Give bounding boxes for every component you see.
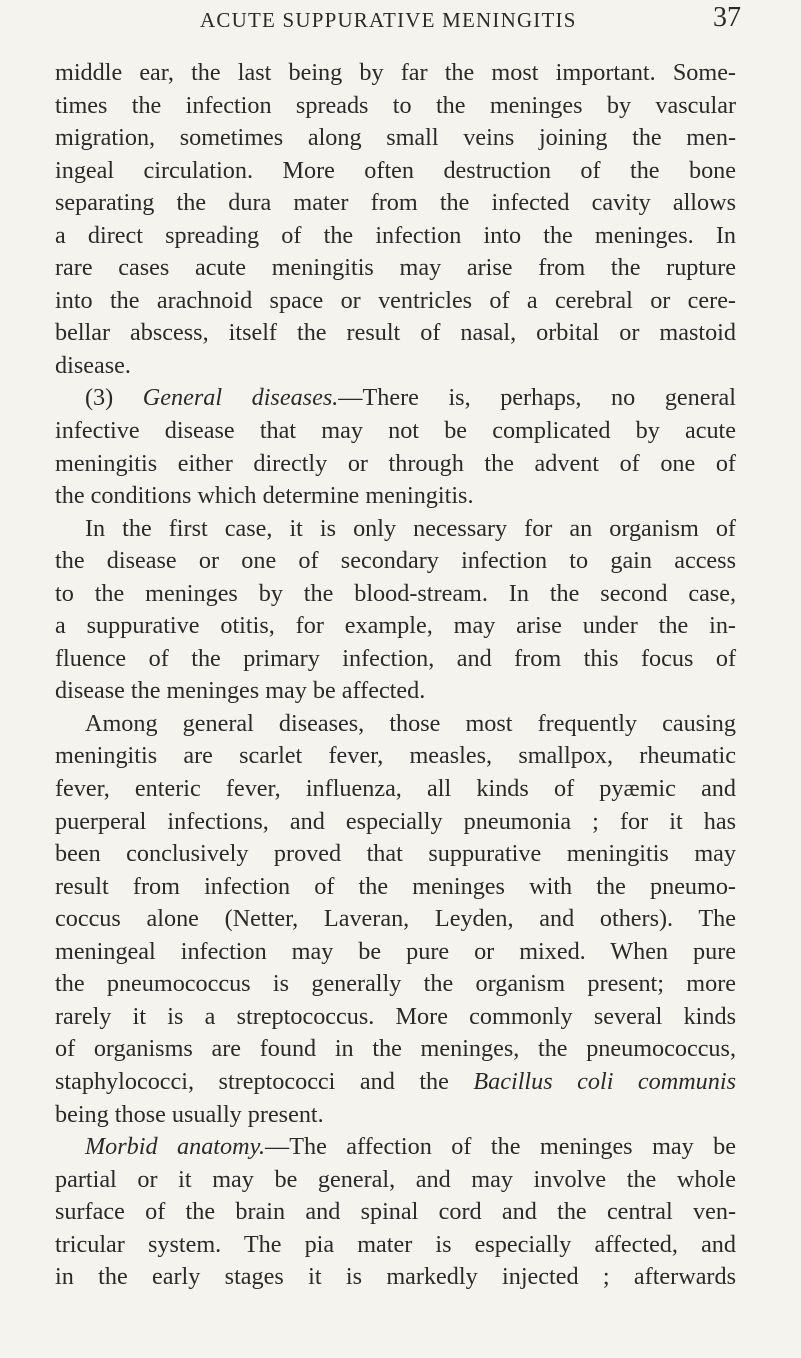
text-line: infective disease that may not be complicated by acute	[55, 417, 736, 445]
section-heading-continuation: —The affection of the meninges may be	[265, 1133, 736, 1161]
text-line: a direct spreading of the infection into the meninges. In	[55, 221, 736, 249]
text-line: partial or it may be general, and may involve the whole	[55, 1165, 736, 1193]
text-line: tricular system. The pia mater is especially affected, and	[55, 1230, 736, 1258]
text-line: ingeal circulation. More often destruction of the bone	[55, 156, 736, 184]
text-line: puerperal infections, and especially pneumonia ; for it has	[55, 807, 736, 835]
text-segment: staphylococci, streptococci and the	[55, 1067, 474, 1095]
text-line: into the arachnoid space or ventricles of a cerebral or cere-	[55, 286, 736, 314]
text-line: fluence of the primary infection, and from this focus of	[55, 644, 736, 672]
text-line: middle ear, the last being by far the most important. Some-	[55, 59, 736, 86]
text-line: In the first case, it is only necessary for an organism of	[85, 514, 736, 542]
section-heading-italic: Morbid anatomy.	[85, 1133, 266, 1161]
text-line: to the meninges by the blood-stream. In the second case,	[55, 579, 736, 607]
text-line: the disease or one of secondary infection to gain access	[55, 547, 736, 575]
text-line: rarely it is a streptococcus. More commonly several kinds	[55, 1002, 736, 1030]
section-number: (3)	[85, 384, 143, 412]
text-line: being those usually present.	[55, 1100, 324, 1128]
text-line: the pneumococcus is generally the organism present; more	[55, 970, 736, 998]
text-line: coccus alone (Netter, Laveran, Leyden, and others). The	[55, 905, 736, 933]
text-line: migration, sometimes along small veins joining the men-	[55, 124, 736, 152]
text-line: bellar abscess, itself the result of nasal, orbital or mastoid	[55, 319, 736, 347]
text-line: the conditions which determine meningitis.	[55, 482, 474, 510]
text-line: Among general diseases, those most frequently causing	[85, 709, 736, 737]
text-line: been conclusively proved that suppurative meningitis may	[55, 840, 736, 868]
text-line: meningitis either directly or through the advent of one of	[55, 449, 736, 477]
text-line: separating the dura mater from the infected cavity allows	[55, 189, 736, 217]
text-line: disease.	[55, 351, 131, 379]
text-line-section-heading	[55, 1131, 736, 1164]
section-heading-italic: General diseases.	[142, 384, 339, 412]
text-line-with-italic	[55, 1066, 736, 1099]
text-line: times the infection spreads to the meninges by vascular	[55, 91, 736, 119]
running-title: ACUTE SUPPURATIVE MENINGITIS	[200, 8, 577, 32]
text-line: rare cases acute meningitis may arise from the rupture	[55, 254, 736, 282]
running-head	[0, 2, 801, 32]
text-line: fever, enteric fever, influenza, all kinds of pyæmic and	[55, 775, 736, 803]
body-text	[55, 57, 736, 1294]
section-heading-continuation: —There is, perhaps, no general	[338, 384, 736, 412]
text-line: meningeal infection may be pure or mixed. When pure	[55, 937, 736, 965]
text-line: surface of the brain and spinal cord and the central ven-	[55, 1198, 736, 1226]
italic-term: Bacillus coli communis	[473, 1067, 737, 1095]
text-line: disease the meninges may be affected.	[55, 677, 426, 705]
page-number: 37	[713, 2, 741, 33]
text-line: result from infection of the meninges with the pneumo-	[55, 872, 736, 900]
text-line: in the early stages it is markedly injected ; afterwards	[55, 1263, 736, 1291]
text-line-section-heading	[55, 382, 736, 415]
text-line: meningitis are scarlet fever, measles, smallpox, rheumatic	[55, 742, 736, 770]
text-line: of organisms are found in the meninges, the pneumococcus,	[55, 1035, 736, 1063]
text-line: a suppurative otitis, for example, may arise under the in-	[55, 612, 736, 640]
